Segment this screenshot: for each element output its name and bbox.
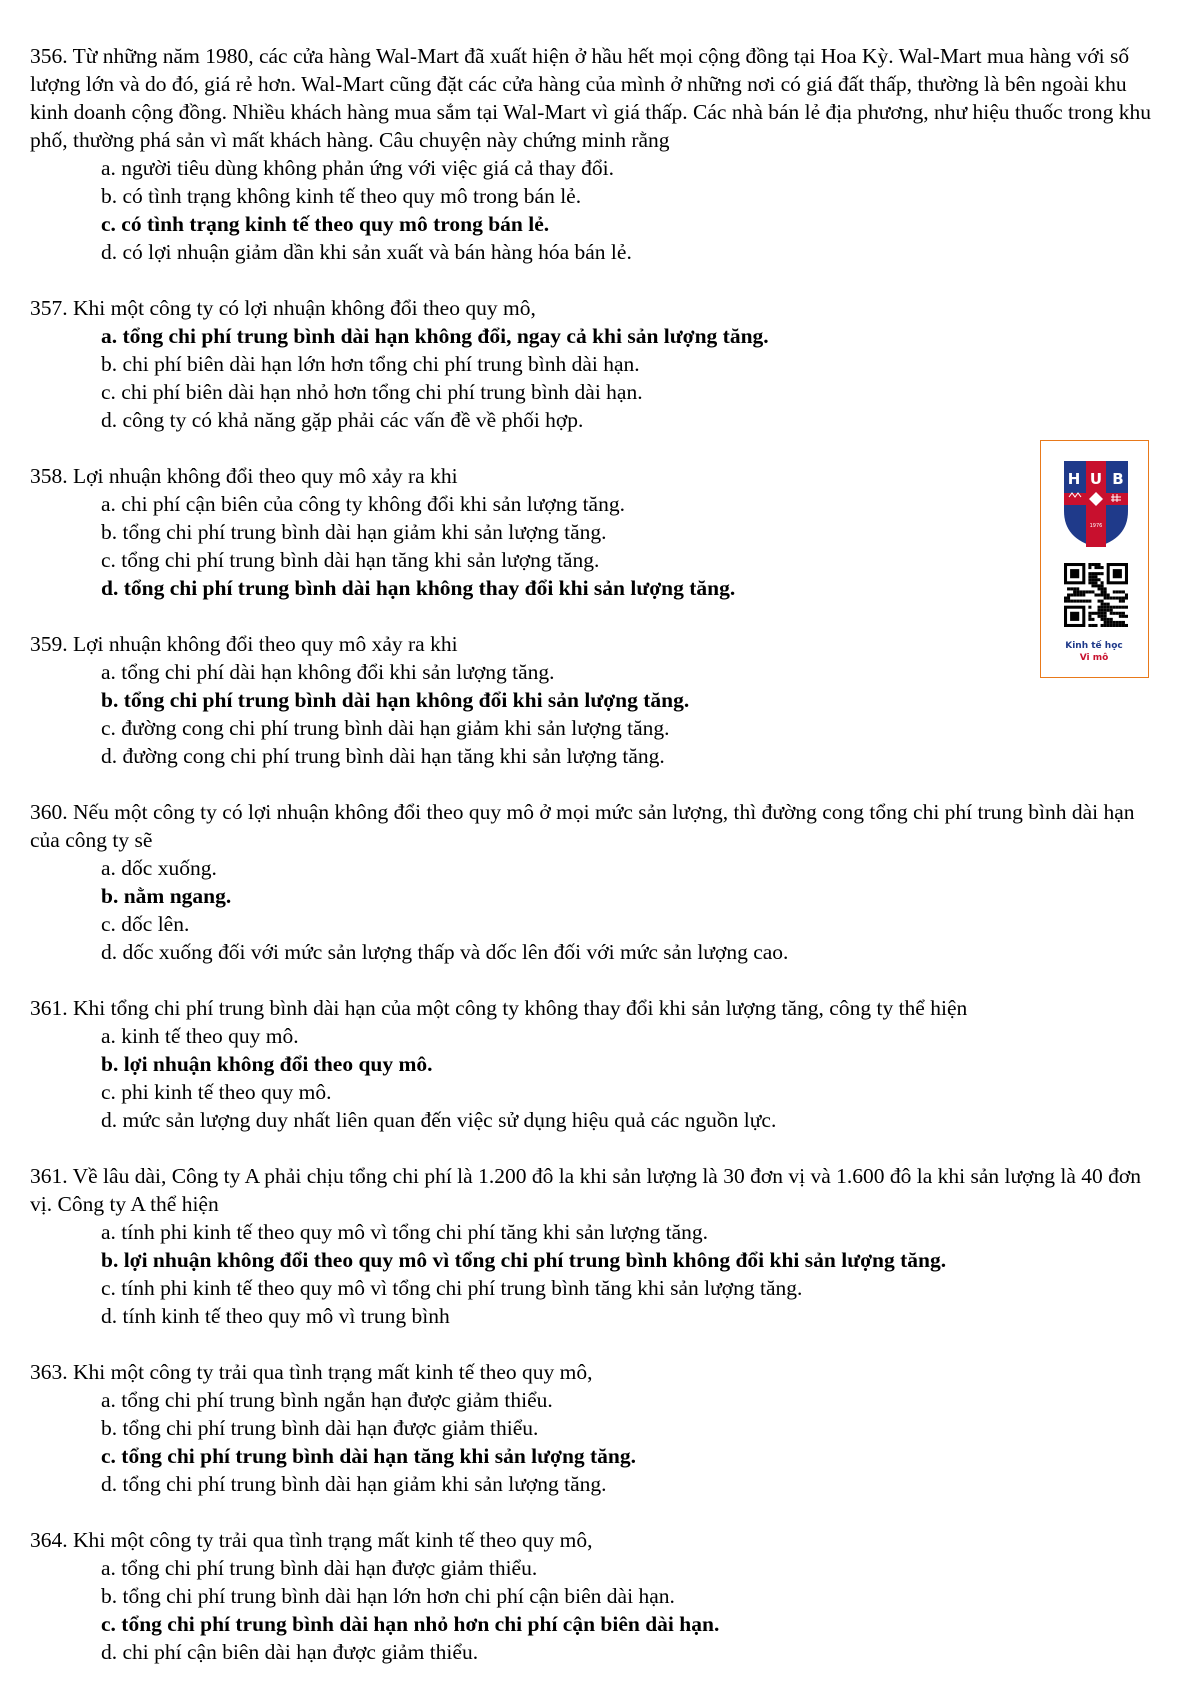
question-block xyxy=(30,994,1165,1134)
shield-year: 1976 xyxy=(1089,523,1103,529)
answer-option: a. tổng chi phí trung bình ngắn hạn được giảm thiểu. xyxy=(101,1388,553,1412)
answer-option: c. tổng chi phí trung bình dài hạn tăng khi sản lượng tăng. xyxy=(101,548,600,572)
question-text: 356. Từ những năm 1980, các cửa hàng Wal-Mart đã xuất hiện ở hầu hết mọi cộng đồng tại Hoa Kỳ. Wal-Mart mua hàng với số lượng lớn và do đó, giá rẻ hơn. Wal-Mart cũng đặt các cửa hàng của mình ở những nơi có giá đất thấp, thường là bên ngoài khu kinh doanh cộng đồng. Nhiều khách hàng mua sắm tại Wal-Mart vì giá thấp. Các nhà bán lẻ địa phương, như hiệu thuốc trong khu phố, thường phá sản vì mất khách hàng. Câu chuyện này chứng minh rằng xyxy=(30,44,1152,152)
answer-option: b. tổng chi phí trung bình dài hạn giảm khi sản lượng tăng. xyxy=(101,520,607,544)
question-block xyxy=(30,462,1165,602)
hub-shield-logo xyxy=(1062,459,1130,549)
answer-option: d. chi phí cận biên dài hạn được giảm thiểu. xyxy=(101,1640,479,1664)
question-block xyxy=(30,42,1165,266)
question-text: 361. Về lâu dài, Công ty A phải chịu tổng chi phí là 1.200 đô la khi sản lượng là 30 đơn vị và 1.600 đô la khi sản lượng là 40 đơn vị. Công ty A thể hiện xyxy=(30,1164,1142,1216)
answer-option: a. người tiêu dùng không phản ứng với việc giá cả thay đổi. xyxy=(101,156,614,180)
shield-letter-u: U xyxy=(1089,470,1103,488)
answer-option: d. công ty có khả năng gặp phải các vấn đề về phối hợp. xyxy=(101,408,584,432)
question-block xyxy=(30,630,1165,770)
question-text: 358. Lợi nhuận không đổi theo quy mô xảy ra khi xyxy=(30,464,458,488)
answer-option-correct: b. tổng chi phí trung bình dài hạn không đổi khi sản lượng tăng. xyxy=(101,688,690,712)
answer-option: c. đường cong chi phí trung bình dài hạn giảm khi sản lượng tăng. xyxy=(101,716,670,740)
answer-option-correct: c. có tình trạng kinh tế theo quy mô trong bán lẻ. xyxy=(101,212,550,236)
question-block xyxy=(30,1358,1165,1498)
answer-option: d. tổng chi phí trung bình dài hạn giảm khi sản lượng tăng. xyxy=(101,1472,607,1496)
document-body xyxy=(30,42,1165,1694)
question-text: 359. Lợi nhuận không đổi theo quy mô xảy ra khi xyxy=(30,632,458,656)
logo-card xyxy=(1040,440,1149,678)
question-block xyxy=(30,798,1165,966)
answer-option: d. mức sản lượng duy nhất liên quan đến việc sử dụng hiệu quả các nguồn lực. xyxy=(101,1108,777,1132)
answer-option: d. đường cong chi phí trung bình dài hạn tăng khi sản lượng tăng. xyxy=(101,744,665,768)
logo-caption-line2: Vi mô xyxy=(1079,653,1109,663)
answer-option: c. tính phi kinh tế theo quy mô vì tổng chi phí trung bình tăng khi sản lượng tăng. xyxy=(101,1276,803,1300)
answer-option: b. tổng chi phí trung bình dài hạn được giảm thiểu. xyxy=(101,1416,539,1440)
question-block xyxy=(30,1162,1165,1330)
answer-option: a. kinh tế theo quy mô. xyxy=(101,1024,299,1048)
answer-option: a. tính phi kinh tế theo quy mô vì tổng chi phí tăng khi sản lượng tăng. xyxy=(101,1220,709,1244)
qr-code-icon xyxy=(1064,563,1128,627)
answer-option-correct: b. lợi nhuận không đổi theo quy mô vì tổng chi phí trung bình không đổi khi sản lượng tăng. xyxy=(101,1248,947,1272)
question-block xyxy=(30,1526,1165,1666)
shield-letter-h: H xyxy=(1067,470,1081,488)
answer-option: a. tổng chi phí dài hạn không đổi khi sản lượng tăng. xyxy=(101,660,555,684)
shield-letter-b: B xyxy=(1112,470,1124,488)
answer-option: a. chi phí cận biên của công ty không đổi khi sản lượng tăng. xyxy=(101,492,625,516)
answer-option-correct: b. nằm ngang. xyxy=(101,884,232,908)
question-text: 357. Khi một công ty có lợi nhuận không đổi theo quy mô, xyxy=(30,296,536,320)
logo-caption-line1: Kinh tế học xyxy=(1065,641,1123,651)
answer-option-correct: c. tổng chi phí trung bình dài hạn nhỏ hơn chi phí cận biên dài hạn. xyxy=(101,1612,720,1636)
answer-option: c. dốc lên. xyxy=(101,912,190,936)
answer-option: d. tính kinh tế theo quy mô vì trung bình xyxy=(101,1304,450,1328)
question-text: 363. Khi một công ty trải qua tình trạng mất kinh tế theo quy mô, xyxy=(30,1360,593,1384)
answer-option-correct: d. tổng chi phí trung bình dài hạn không thay đổi khi sản lượng tăng. xyxy=(101,576,736,600)
answer-option: b. tổng chi phí trung bình dài hạn lớn hơn chi phí cận biên dài hạn. xyxy=(101,1584,675,1608)
answer-option-correct: a. tổng chi phí trung bình dài hạn không đổi, ngay cả khi sản lượng tăng. xyxy=(101,324,769,348)
answer-option: d. dốc xuống đối với mức sản lượng thấp và dốc lên đối với mức sản lượng cao. xyxy=(101,940,789,964)
answer-option-correct: b. lợi nhuận không đổi theo quy mô. xyxy=(101,1052,433,1076)
question-text: 360. Nếu một công ty có lợi nhuận không đổi theo quy mô ở mọi mức sản lượng, thì đường cong tổng chi phí trung bình dài hạn của công ty sẽ xyxy=(30,800,1135,852)
question-text: 364. Khi một công ty trải qua tình trạng mất kinh tế theo quy mô, xyxy=(30,1528,593,1552)
answer-option: c. chi phí biên dài hạn nhỏ hơn tổng chi phí trung bình dài hạn. xyxy=(101,380,643,404)
question-text: 361. Khi tổng chi phí trung bình dài hạn của một công ty không thay đổi khi sản lượng tăng, công ty thể hiện xyxy=(30,996,968,1020)
question-block xyxy=(30,294,1165,434)
answer-option: b. có tình trạng không kinh tế theo quy mô trong bán lẻ. xyxy=(101,184,582,208)
answer-option: a. dốc xuống. xyxy=(101,856,217,880)
answer-option: a. tổng chi phí trung bình dài hạn được giảm thiểu. xyxy=(101,1556,538,1580)
answer-option: d. có lợi nhuận giảm dần khi sản xuất và bán hàng hóa bán lẻ. xyxy=(101,240,632,264)
logo-caption xyxy=(1041,640,1147,664)
answer-option: b. chi phí biên dài hạn lớn hơn tổng chi phí trung bình dài hạn. xyxy=(101,352,640,376)
answer-option: c. phi kinh tế theo quy mô. xyxy=(101,1080,332,1104)
answer-option-correct: c. tổng chi phí trung bình dài hạn tăng khi sản lượng tăng. xyxy=(101,1444,637,1468)
